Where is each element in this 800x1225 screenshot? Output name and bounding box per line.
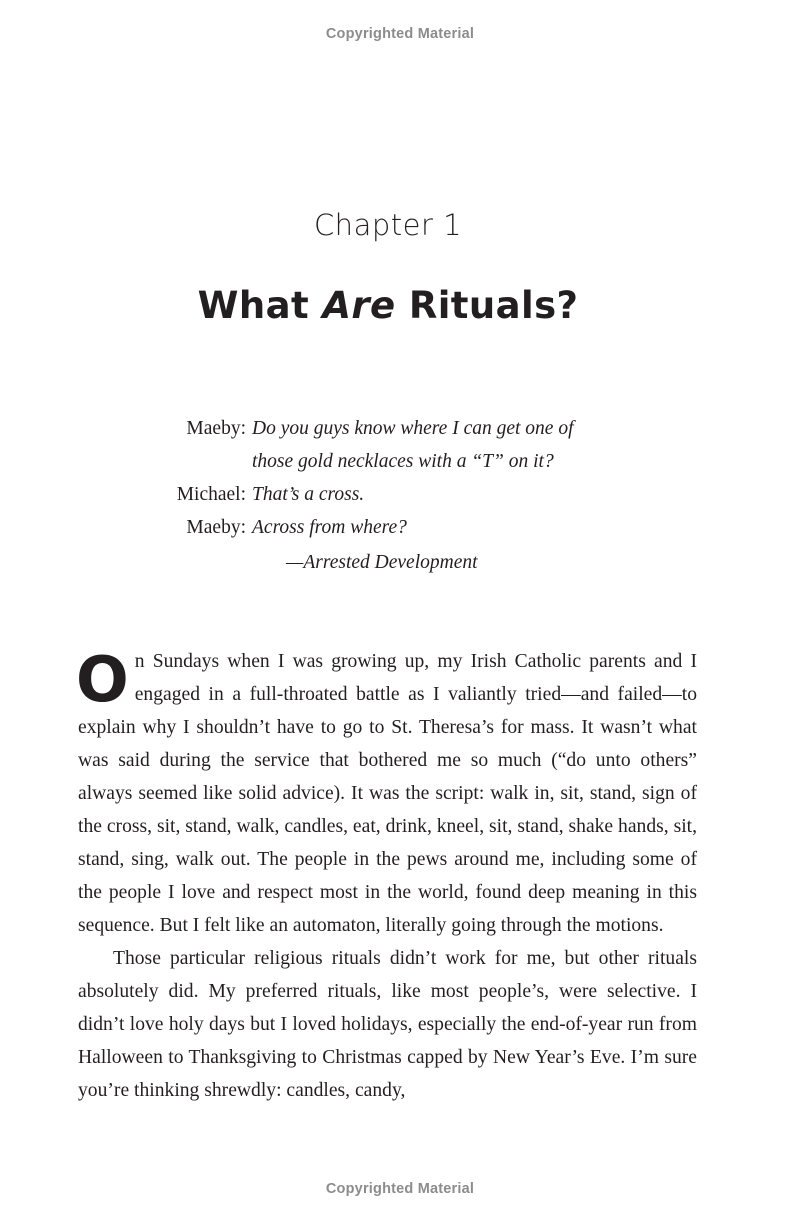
- copyright-watermark-top: Copyrighted Material: [325, 26, 475, 42]
- epigraph-speaker: Maeby:: [186, 517, 246, 538]
- paragraph-1-text: n Sundays when I was growing up, my Irish Catholic parents and I engaged in a full-throated battle as I valiantly tried—and failed—to explain why I shouldn’t have to go to St. Theresa’s for mass. It wasn’t what was said during the service that bothered me so much (“do unto others” always seemed like solid advice). It was the script: walk in, sit, stand, sign of the cross, sit, stand, walk, candles, eat, drink, kneel, sit, stand, shake hands, sit, stand, sing, walk out. The people in the pews around me, including some of the people I love and respect most in the world, found deep meaning in this sequence. But I felt like an automaton, literally going through the motions.: [78, 651, 697, 936]
- epigraph-dialogue: those gold necklaces with a “T” on it?: [252, 451, 554, 472]
- epigraph-line: [0, 511, 800, 544]
- chapter-title-part1: What: [197, 284, 323, 327]
- epigraph-dialogue: That’s a cross.: [252, 484, 365, 505]
- chapter-title-part2: Rituals?: [395, 284, 579, 327]
- body-text: [78, 645, 697, 1107]
- epigraph-dialogue: Across from where?: [252, 517, 407, 538]
- copyright-watermark-bottom: Copyrighted Material: [325, 1181, 475, 1197]
- epigraph: [0, 412, 800, 544]
- epigraph-speaker: Michael:: [176, 484, 246, 505]
- epigraph-speaker: Maeby:: [186, 418, 246, 439]
- epigraph-line: [0, 445, 800, 478]
- drop-cap: O: [76, 643, 129, 716]
- epigraph-dialogue: Do you guys know where I can get one of: [252, 418, 574, 439]
- epigraph-line: [0, 478, 800, 511]
- paragraph-2: Those particular religious rituals didn’t work for me, but other rituals absolutely did. My preferred rituals, like most people’s, were selective. I didn’t love holy days but I loved holidays, especially the end-of-year run from Halloween to Thanksgiving to Christmas capped by New Year’s Eve. I’m sure you’re thinking shrewdly: candles, candy,: [78, 948, 697, 1101]
- epigraph-line: [0, 412, 800, 445]
- chapter-number: Chapter 1: [313, 208, 463, 242]
- chapter-title-emphasis: Are: [322, 284, 396, 327]
- paragraph-1: [78, 645, 697, 942]
- epigraph-attribution: —Arrested Development: [286, 552, 478, 573]
- chapter-title: [0, 284, 776, 327]
